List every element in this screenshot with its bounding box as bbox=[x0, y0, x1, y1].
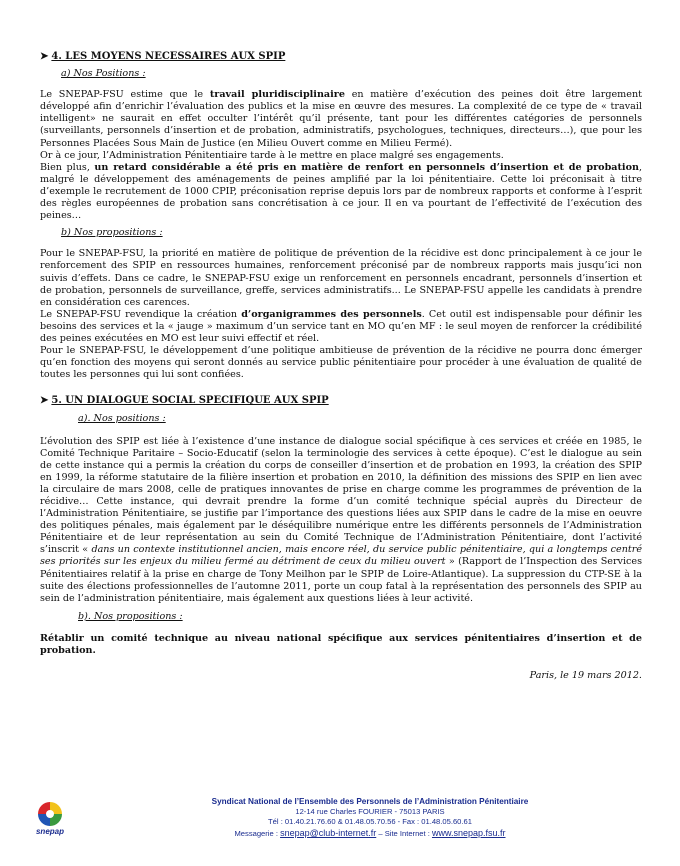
document-body bbox=[40, 51, 642, 682]
section-4-paragraph-2: Or à ce jour, l’Administration Pénitentiaire tarde à le mettre en place malgré ses engagements. bbox=[40, 149, 504, 161]
organization-name: Syndicat National de l’Ensemble des Personnels de l’Administration Pénitentiaire bbox=[211, 797, 529, 806]
conclusion-text: Rétablir un comité technique au niveau national spécifique aux services pénitentiaires d’insertion et de probation. bbox=[40, 632, 642, 657]
logo-text: snepap bbox=[35, 827, 64, 836]
signature-date: Paris, le 19 mars 2012. bbox=[529, 670, 642, 682]
organization-phone: Tél : 01.40.21.76.60 & 01.48.05.70.56 - Fax : 01.48.05.60.61 bbox=[268, 817, 472, 827]
section-4-heading: ➤ 4. LES MOYENS NECESSAIRES AUX SPIP bbox=[40, 51, 286, 62]
section-4-propositions-heading: b) Nos propositions : bbox=[61, 227, 163, 239]
section-5-heading: ➤ 5. UN DIALOGUE SOCIAL SPECIFIQUE AUX SPIP bbox=[40, 395, 329, 407]
section-4-paragraph-6: Pour le SNEPAP-FSU, le développement d’une politique ambitieuse de prévention de la récidive ne pourra donc émerger qu’en fonction des moyens qui seront donnés au service public pénitentiaire pour procéder à une évaluation de qualité de toutes les personnes qui lui sont confiées. bbox=[40, 345, 642, 381]
section-4-positions-heading: a) Nos Positions : bbox=[61, 68, 146, 80]
arrow-bullet-icon: ➤ bbox=[40, 395, 49, 407]
section-4-paragraph-1: Le SNEPAP-FSU estime que le travail pluridisciplinaire en matière d’exécution des peines doit être largement développé afin d’enrichir l’évaluation des publics et la mise en œuvre des mesures. La complexité de ce type de « travail intelligent» ne saurait en effet occulter l’intérêt qu’il présente, tant pour les différentes catégories de personnels (surveillants, personnels d’insertion et de probation, administratifs, psychologues, techniques, directeurs…), que pour les Personnes Placées Sous Main de Justice (en Milieu Ouvert comme en Milieu Fermé). bbox=[40, 89, 642, 149]
arrow-bullet-icon: ➤ bbox=[40, 51, 49, 62]
website-link[interactable]: www.snepap.fsu.fr bbox=[431, 827, 506, 838]
section-5-propositions-heading: b). Nos propositions : bbox=[78, 610, 183, 622]
organization-links: Messagerie : snepap@club-internet.fr – Site Internet : www.snepap.fsu.fr bbox=[234, 827, 506, 838]
footer-contact-block bbox=[110, 796, 630, 839]
section-5-paragraph-1: L’évolution des SPIP est liée à l’existence d’une instance de dialogue social spécifique à ces services et créée en 1985, le Comité Technique Paritaire – Socio-Educatif (selon la terminologie des services à cette époque). C’est le dialogue au sein de cette instance qui a permis la création du corps de conseiller d’insertion et de probation en 1993, la création des SPIP en 1999, la réforme statutaire de la filière insertion et probation en 2010, la définition des missions des SPIP en lien avec la circulaire de mars 2008, celle de pratiques innovantes de prise en charge comme les programmes de prévention de la récidive… Cette instance, qui devrait prendre la forme d’un comité technique spécial auprès du Directeur de l’Administration Pénitentiaire, se justifie par l’importance des questions liées aux SPIP dans le cadre de la mise en oeuvre des politiques pénales, mais également par le déséquilibre numérique entre les différents personnels de l’Administration Pénitentiaire et de leur représentation au sein du Comité Technique de l’Administration Pénitentiaire, dont l’activité s’inscrit « dans un contexte institutionnel ancien, mais encore réel, du service public pénitentiaire, qui a longtemps centré ses priorités sur les enjeux du milieu fermé au détriment de ceux du milieu ouvert » (Rapport de l’Inspection des Services Pénitentiaires relatif à la prise en charge de Tony Meilhon par le SPIP de Loire-Atlantique). La suppression du CTP-SE à la suite des élections professionnelles de l’automne 2011, porte un coup fatal à la représentation des personnels des SPIP au sein de l’administration pénitentiaire, mais également aux questions liées à leur activité. bbox=[40, 435, 643, 604]
email-link[interactable]: snepap@club-internet.fr bbox=[280, 827, 377, 838]
organization-address: 12-14 rue Charles FOURIER - 75013 PARIS bbox=[295, 807, 445, 816]
section-4-paragraph-3: Bien plus, un retard considérable a été pris en matière de renfort en personnels d’insertion et de probation, malgré le développement des aménagements de peines amplifié par la loi pénitentiaire. Cette loi préconisait à titre d’exemple le recrutement de 1000 CPIP, préconisation reprise depuis lors par de nombreux rapports et conforme à l’esprit des règles européennes de probation sans concrétisation à ce jour. Il en va pourtant de l’effectivité de l’exécution des peines… bbox=[40, 161, 643, 222]
section-4-paragraph-4: Pour le SNEPAP-FSU, la priorité en matière de politique de prévention de la récidive est donc principalement à ce jour le renforcement des SPIP en ressources humaines, renforcement préconisé par de nombreux rapports mais jusqu’ici non suivis d’effets. Dans ce cadre, le SNEPAP-FSU exige un renforcement en personnels encadrant, personnels d’insertion et de probation, personnels de surveillance, greffe, services administratifs... Le SNEPAP-FSU appelle les candidats à prendre en considération ces carences. bbox=[40, 248, 642, 308]
section-4-paragraph-5: Le SNEPAP-FSU revendique la création d’organigrammes des personnels. Cet outil est indispensable pour définir les besoins des services et la « jauge » maximum d’un service tant en MO qu’en MF : le seul moyen de renforcer la crédibilité des peines exécutées en MO est leur suivi effectif et réel. bbox=[40, 308, 642, 344]
footer bbox=[0, 796, 680, 866]
snepap-logo bbox=[32, 800, 68, 842]
section-5-positions-heading: a). Nos positions : bbox=[78, 413, 166, 425]
